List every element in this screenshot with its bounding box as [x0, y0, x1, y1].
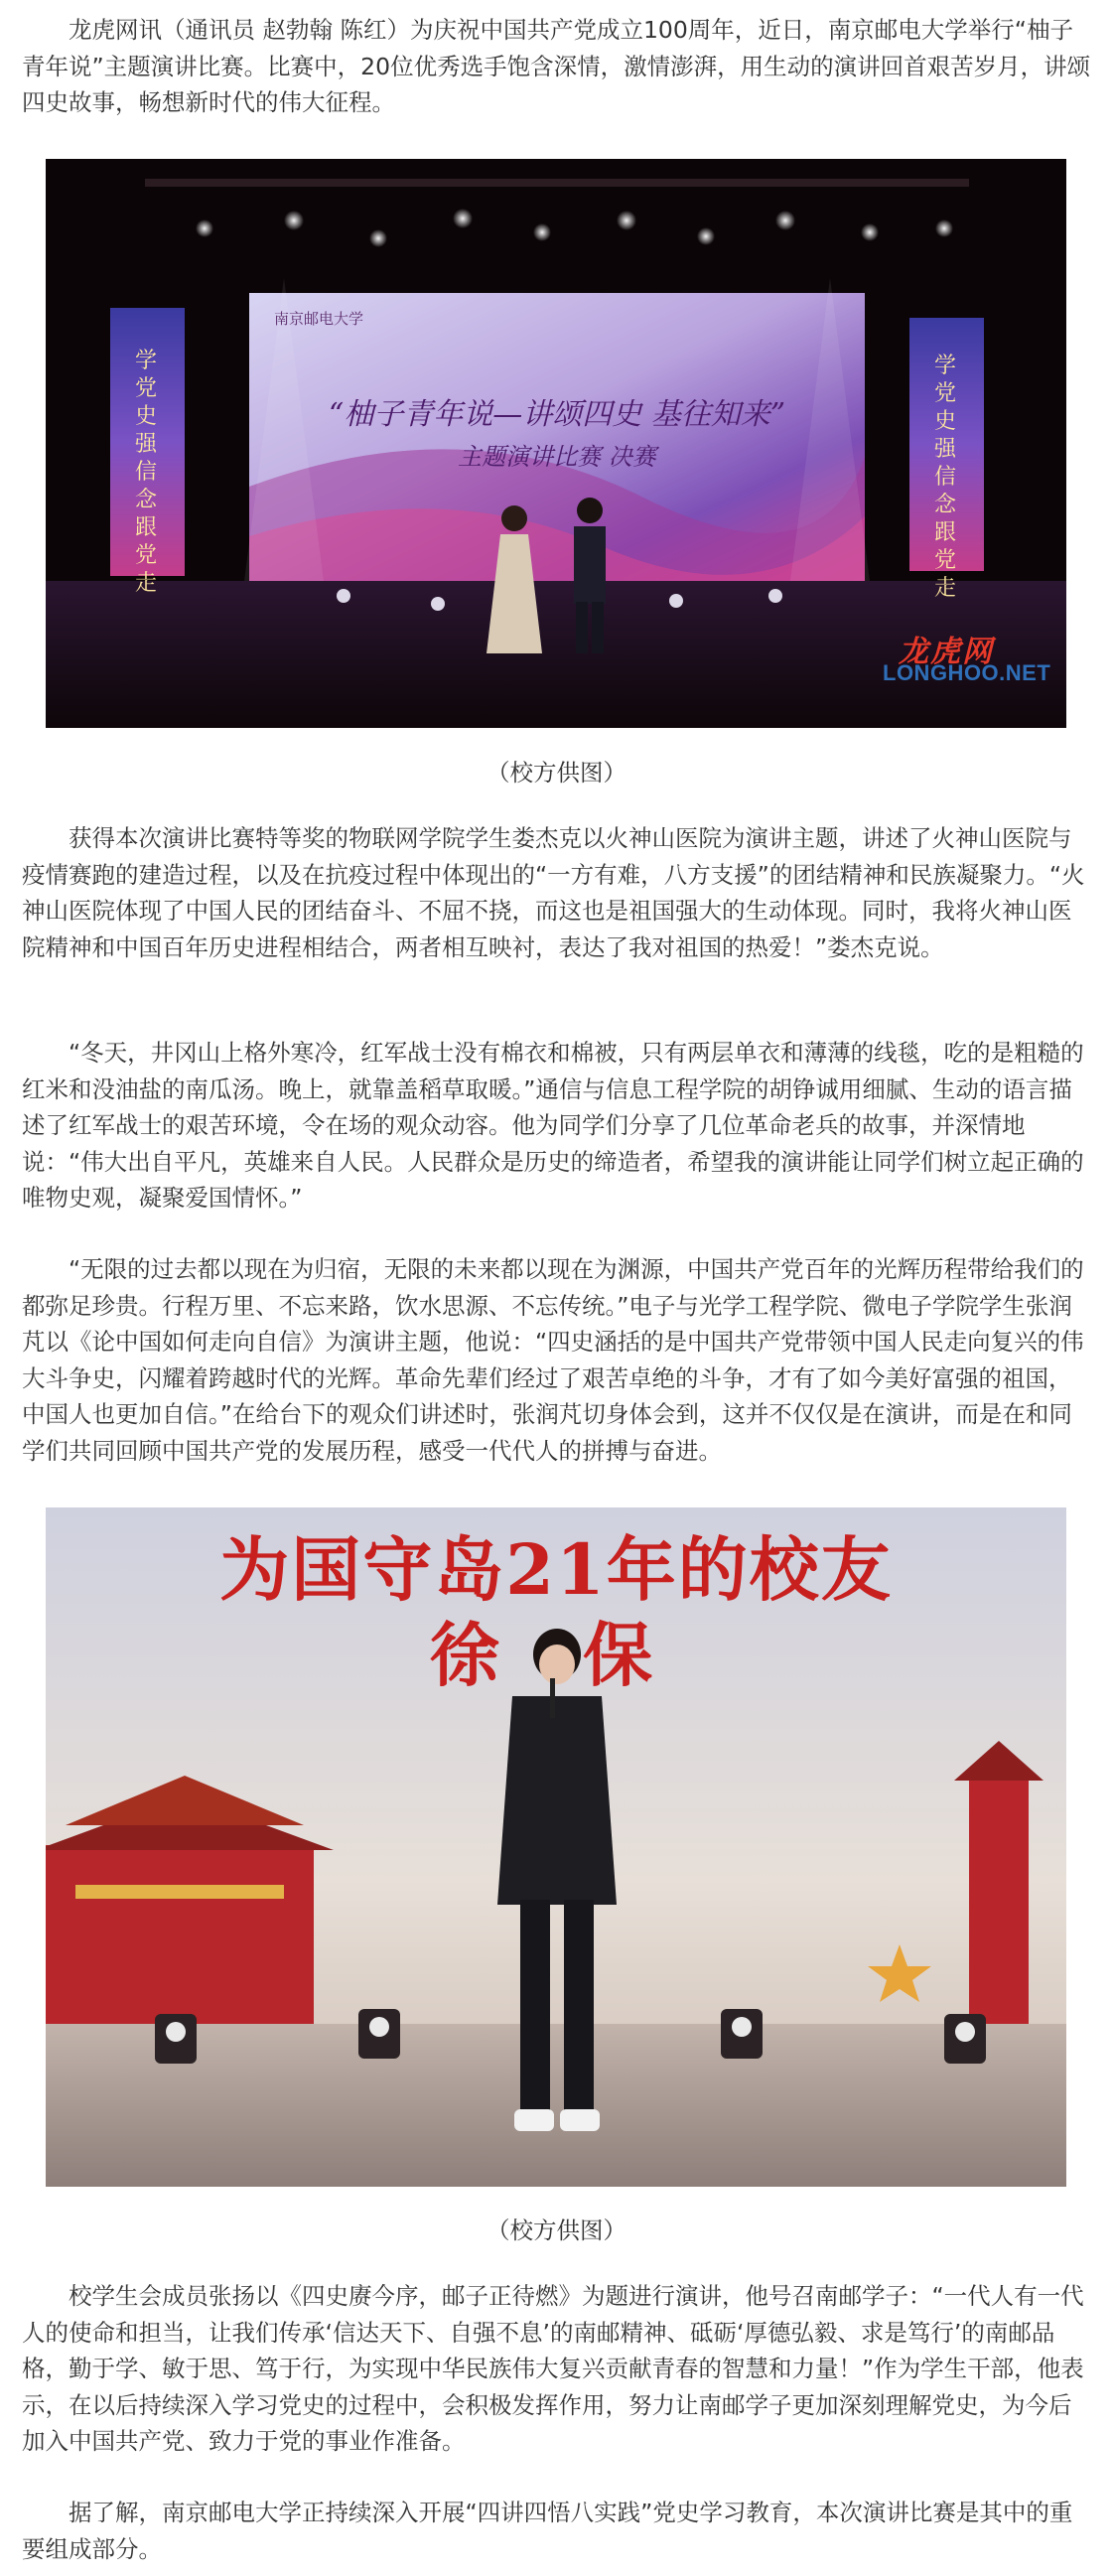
longhoo-watermark-logo [879, 627, 1052, 684]
paragraph-lou-jieke: 获得本次演讲比赛特等奖的物联网学院学生娄杰克以火神山医院为演讲主题，讲述了火神山医院与疫情赛跑的建造过程，以及在抗疫过程中体现出的“一方有难，八方支援”的团结精神和民族凝聚力。“火神山医院体现了中国人民的团结奋斗、不屈不挠，而这也是祖国强大的生动体现。同时，我将火神山医院精神和中国百年历史进程相结合，两者相互映衬，表达了我对祖国的热爱！”娄杰克说。 [22, 824, 1085, 961]
photo-speaker-on-stage [46, 1507, 1066, 2187]
photo-stage-speakers [46, 159, 1066, 728]
screen-subtitle: 主题演讲比赛 决赛 [458, 443, 656, 471]
photo-caption-1: （校方供图） [487, 759, 626, 787]
banner-line-2: 徐 保 [429, 1614, 683, 1696]
paragraph-hu-zhengcheng: “冬天，井冈山上格外寒冷，红军战士没有棉衣和棉被，只有两层单衣和薄薄的线毯，吃的是粗糙的红米和没油盐的南瓜汤。晚上，就靠盖稻草取暖。”通信与信息工程学院的胡铮诚用细腻、生动的语言描述了红军战士的艰苦环境，令在场的观众动容。他为同学们分享了几位革命老兵的故事，并深情地说：“伟大出自平凡，英雄来自人民。人民群众是历史的缔造者，希望我的演讲能让同学们树立起正确的唯物史观，凝聚爱国情怀。” [22, 1039, 1084, 1212]
banner-line-1: 为国守岛21年的校友 [219, 1528, 893, 1611]
screen-title: “柚子青年说—讲颂四史 基往知来” [328, 397, 786, 432]
paragraph-zhang-runpeng: “无限的过去都以现在为归宿，无限的未来都以现在为渊源，中国共产党百年的光辉历程带给我们的都弥足珍贵。行程万里、不忘来路，饮水思源、不忘传统。”电子与光学工程学院、微电子学院学生张润芃以《论中国如何走向自信》为演讲主题，他说：“四史涵括的是中国共产党带领中国人民走向复兴的伟大斗争史，闪耀着跨越时代的光辉。革命先辈们经过了艰苦卓绝的斗争，才有了如今美好富强的祖国，中国人也更加自信。”在给台下的观众们讲述时，张润芃切身体会到，这并不仅仅是在演讲，而是在和同学们共同回顾中国共产党的发展历程，感受一代代人的拼搏与奋进。 [22, 1255, 1084, 1465]
screen-school-name: 南京邮电大学 [274, 310, 364, 328]
paragraph-zhang-yang: 校学生会成员张扬以《四史赓今序，邮子正待燃》为题进行演讲，他号召南邮学子：“一代人有一代人的使命和担当，让我们传承‘信达天下、自强不息’的南邮精神、砥砺‘厚德弘毅、求是笃行’的南邮品格，勤于学、敏于思、笃于行，为实现中华民族伟大复兴贡献青春的智慧和力量！”作为学生干部，他表示，在以后持续深入学习党史的过程中，会积极发挥作用，努力让南邮学子更加深刻理解党史，为今后加入中国共产党、致力于党的事业作准备。 [22, 2282, 1084, 2455]
paragraph-intro: 龙虎网讯（通讯员 赵勃翰 陈红）为庆祝中国共产党成立100周年，近日，南京邮电大学举行“柚子青年说”主题演讲比赛。比赛中，20位优秀选手饱含深情，激情澎湃，用生动的演讲回首艰苦岁月，讲颂四史故事，畅想新时代的伟大征程。 [22, 16, 1091, 116]
watermark-en: LONGHOO.NET [883, 660, 1051, 685]
right-banner-text: 学党史 强信念 跟党走 [934, 354, 957, 601]
photo-caption-2: （校方供图） [487, 2217, 626, 2244]
left-banner-text: 学党史 强信念 跟党走 [135, 349, 158, 596]
watermark-cn: 龙虎网 [899, 635, 994, 669]
paragraph-closing: 据了解，南京邮电大学正持续深入开展“四讲四悟八实践”党史学习教育，本次演讲比赛是其中的重要组成部分。 [22, 2499, 1073, 2563]
